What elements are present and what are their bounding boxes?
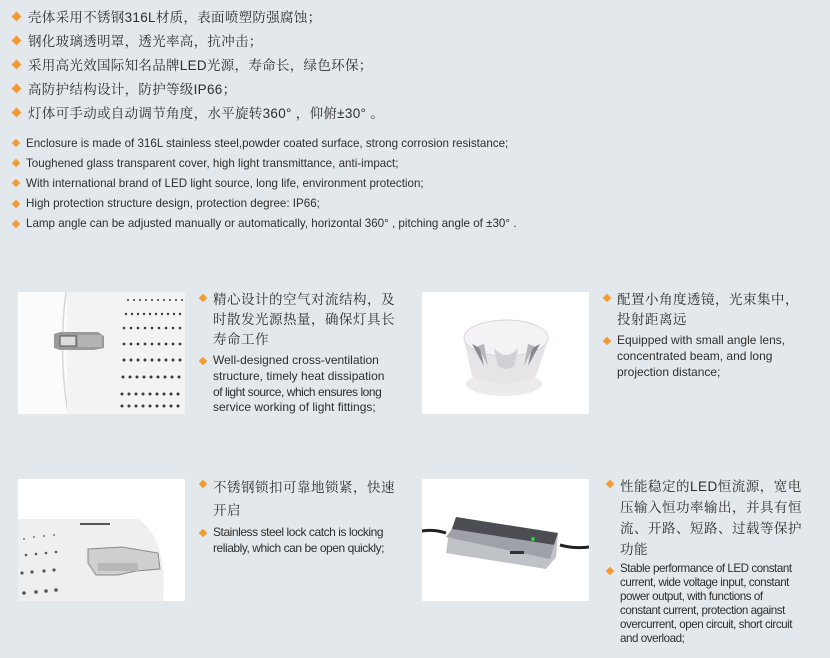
feature-cn-item [10,28,384,52]
text-line: concentrated beam, and long [617,348,773,363]
bullet-diamond-icon [199,480,207,488]
bullet-diamond-icon [603,337,611,345]
card-cn-text [198,476,408,522]
led-driver-photo [422,479,589,601]
text-line: structure, timely heat dissipation [213,368,385,383]
feature-en-item [10,133,516,153]
feature-card-lock-catch [198,476,408,557]
feature-en-text: Toughened glass transparent cover, high light transmittance, anti-impact; [26,156,399,170]
card-en-text [198,353,408,416]
feature-cn-item [10,52,384,76]
bullet-diamond-icon [12,139,20,147]
feature-card-ventilation [198,290,408,416]
feature-card-led-driver [605,476,830,646]
card-en-text [602,333,827,380]
text-line: overcurrent, open circuit, short circuit [620,618,793,631]
text-line: service working of light fittings; [213,400,376,415]
ventilation-panel-photo [18,292,185,414]
text-line: 寿命工作 [213,332,269,347]
card-en-text [198,525,408,557]
feature-cn-text: 采用高光效国际知名品牌LED光源，寿命长，绿色环保； [28,58,373,73]
text-line: and overload; [620,632,685,645]
bullet-diamond-icon [12,199,20,207]
feature-en-item [10,173,516,193]
bullet-diamond-icon [12,59,22,69]
bullet-diamond-icon [12,179,20,187]
feature-en-item [10,214,516,234]
text-line: Stable performance of LED constant [620,562,792,575]
card-cn-text [605,476,830,560]
text-line: constant current, protection against [620,604,785,617]
bullet-diamond-icon [12,83,22,93]
feature-en-text: With international brand of LED light source, long life, environment protection; [26,176,424,190]
bullet-diamond-icon [199,529,207,537]
feature-en-text: High protection structure design, protection degree: IP66; [26,197,320,211]
text-line: Equipped with small angle lens, [617,333,786,347]
bullet-diamond-icon [603,294,611,302]
bullet-diamond-icon [12,11,22,21]
feature-cn-text: 灯体可手动或自动调节角度，水平旋转360° ，仰俯±30° 。 [28,106,385,121]
text-line: current, wide voltage input, constant [620,576,789,589]
text-line: 不锈钢锁扣可靠地锁紧，快速 [213,480,395,495]
text-line: 时散发光源热量，确保灯具长 [213,312,395,327]
feature-cn-text: 钢化玻璃透明罩，透光率高，抗冲击； [28,34,263,49]
feature-en-item [10,153,516,173]
bullet-diamond-icon [12,107,22,117]
text-line: projection distance; [617,364,721,379]
feature-card-lens [602,290,827,380]
bullet-diamond-icon [12,159,20,167]
card-cn-text [198,290,408,350]
text-line: 功能 [620,542,648,557]
text-line: 开启 [213,503,241,518]
text-line: 投射距离远 [617,312,687,327]
bullet-diamond-icon [199,357,207,365]
bullet-diamond-icon [12,35,22,45]
text-line: 配置小角度透镜，光束集中， [617,292,799,307]
feature-cn-item [10,100,384,124]
text-line: reliably, which can be open quickly; [213,540,385,555]
feature-cn-item [10,76,384,100]
text-line: 压输入恒功率输出，并具有恒 [620,500,802,515]
text-line: Well-designed cross-ventilation [213,353,379,367]
text-line: 精心设计的空气对流结构，及 [213,292,395,307]
feature-cn-text: 高防护结构设计，防护等级IP66； [28,82,237,97]
text-line: Stainless steel lock catch is locking [213,525,384,539]
feature-en-item [10,194,516,214]
bullet-diamond-icon [12,220,20,228]
text-line: 性能稳定的LED恒流源，宽电 [620,479,802,494]
card-cn-text [602,290,827,330]
feature-cn-item [10,4,384,28]
bullet-diamond-icon [199,294,207,302]
lens-photo [422,292,589,414]
feature-en-text: Enclosure is made of 316L stainless steel,powder coated surface, strong corrosion resistance; [26,136,509,150]
feature-cn-text: 壳体采用不锈钢316L材质，表面喷塑防强腐蚀； [28,10,322,25]
features-list-en [10,133,516,234]
features-list-cn [10,4,384,124]
bullet-diamond-icon [606,567,614,575]
text-line: of light source, which ensures long [213,384,382,399]
bullet-diamond-icon [606,480,614,488]
feature-en-text: Lamp angle can be adjusted manually or automatically, horizontal 360° , pitching angle of ±30° . [26,217,517,231]
text-line: 流、开路、短路、过载等保护 [620,521,802,536]
card-en-text [605,563,830,646]
text-line: power output, with functions of [620,590,763,603]
lock-catch-photo [18,479,185,601]
